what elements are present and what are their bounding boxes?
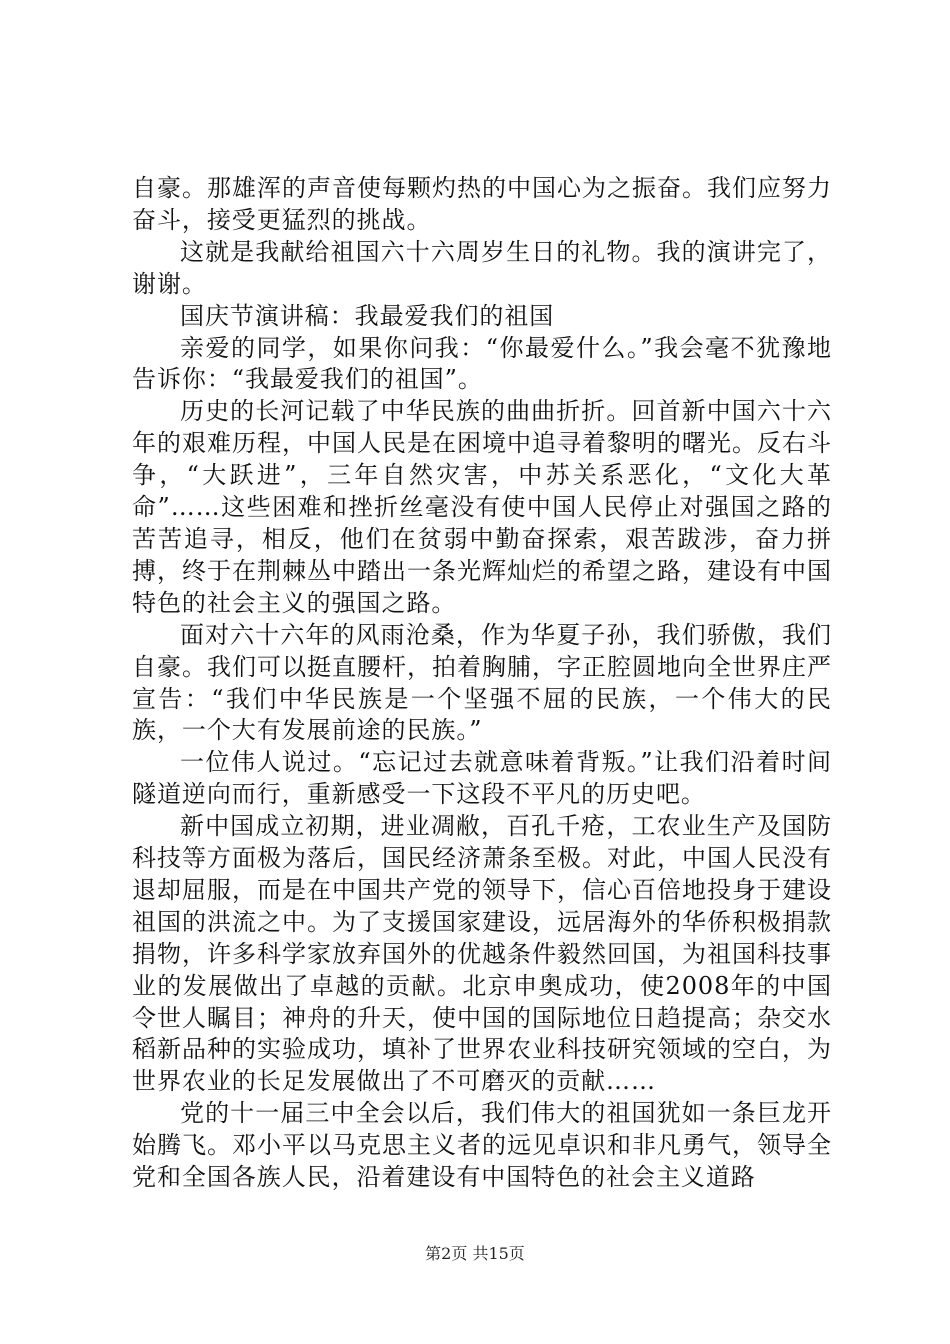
paragraph: 一位伟人说过。“忘记过去就意味着背叛。”让我们沿着时间隧道逆向而行，重新感受一下这段不平凡的历史吧。 [132,748,832,809]
paragraph: 党的十一届三中全会以后，我们伟大的祖国犹如一条巨龙开始腾飞。邓小平以马克思主义者的远见卓识和非凡勇气，领导全党和全国各族人民，沿着建设有中国特色的社会主义道路 [132,1099,832,1192]
page-number-footer: 第2页 共15页 [425,1244,525,1263]
paragraph: 面对六十六年的风雨沧桑，作为华夏子孙，我们骄傲，我们自豪。我们可以挺直腰杆，拍着胸脯，字正腔圆地向全世界庄严宣告：“我们中华民族是一个坚强不屈的民族，一个伟大的民族，一个大有发展前途的民族。” [132,620,832,745]
body-text [132,173,832,1194]
paragraph-continued: 自豪。那雄浑的声音使每颗灼热的中国心为之振奋。我们应努力奋斗，接受更猛烈的挑战。 [132,174,832,234]
paragraph: 历史的长河记载了中华民族的曲曲折折。回首新中国六十六年的艰难历程，中国人民是在困境中追寻着黎明的曙光。反右斗争，“大跃进”，三年自然灾害，中苏关系恶化，“文化大革命”……这些困难和挫折丝毫没有使中国人民停止对强国之路的苦苦追寻，相反，他们在贫弱中勤奋探索，艰苦跋涉，奋力拼搏，终于在荆棘丛中踏出一条光辉灿烂的希望之路，建设有中国特色的社会主义的强国之路。 [132,397,832,617]
paragraph: 新中国成立初期，进业凋敝，百孔千疮，工农业生产及国防科技等方面极为落后，国民经济萧条至极。对此，中国人民没有退却屈服，而是在中国共产党的领导下，信心百倍地投身于建设祖国的洪流之中。为了支援国家建设，远居海外的华侨积极捐款捐物，许多科学家放弃国外的优越条件毅然回国，为祖国科技事业的发展做出了卓越的贡献。北京申奥成功，使2008年的中国令世人瞩目；神舟的升天，使中国的国际地位日趋提高；杂交水稻新品种的实验成功，填补了世界农业科技研究领域的空白，为世界农业的长足发展做出了不可磨灭的贡献…… [132,812,832,1096]
paragraph: 亲爱的同学，如果你问我：“你最爱什么。”我会毫不犹豫地告诉你：“我最爱我们的祖国”。 [132,333,832,394]
paragraph: 这就是我献给祖国六十六周岁生日的礼物。我的演讲完了，谢谢。 [132,237,832,298]
section-heading: 国庆节演讲稿：我最爱我们的祖国 [180,301,555,330]
